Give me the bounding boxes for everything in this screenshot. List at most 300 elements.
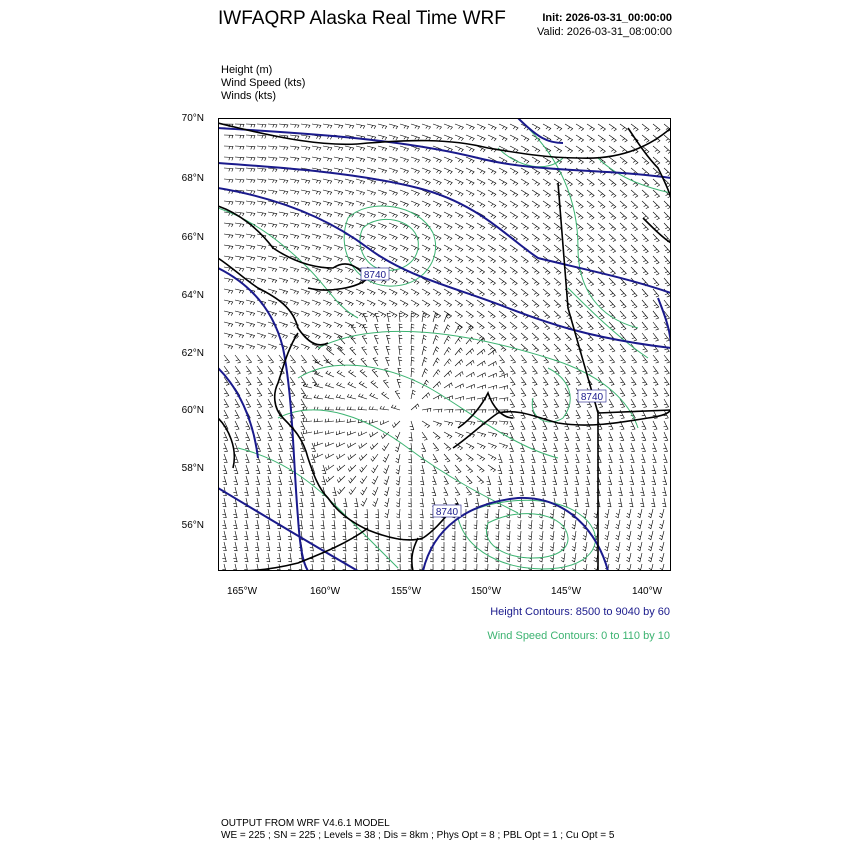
wind-barb	[410, 179, 419, 185]
wind-barb	[563, 245, 572, 253]
wind-barb	[607, 223, 616, 231]
wind-barb	[265, 443, 271, 452]
wind-barb	[388, 135, 397, 140]
wind-barb	[370, 452, 378, 461]
wind-barb	[659, 508, 664, 517]
wind-barb	[355, 190, 364, 196]
wind-barb	[311, 190, 320, 195]
wind-barb	[430, 476, 436, 485]
wind-barb	[325, 429, 334, 434]
wind-barb	[552, 223, 561, 231]
wind-barb	[659, 563, 664, 571]
wind-barb	[278, 212, 287, 217]
wind-barb	[508, 366, 516, 375]
wind-barb	[585, 278, 594, 286]
wind-barb	[651, 212, 660, 220]
wind-barb	[562, 421, 569, 430]
wind-barb	[530, 344, 539, 352]
wind-barb	[452, 553, 455, 562]
wind-barb	[254, 399, 261, 408]
wind-barb	[327, 347, 336, 355]
wind-barb	[528, 553, 532, 562]
wind-barb	[454, 245, 463, 252]
wind-barb	[444, 371, 453, 379]
wind-barb	[233, 366, 241, 375]
wind-barb	[326, 370, 335, 377]
wind-barb	[246, 179, 255, 183]
wind-barb	[639, 421, 646, 430]
wind-barb	[344, 146, 353, 151]
wind-barb	[303, 383, 312, 388]
wind-barb	[322, 179, 331, 184]
wind-barb	[278, 190, 287, 195]
wind-barb	[648, 530, 653, 539]
wind-barb	[245, 311, 254, 316]
wind-barb	[279, 179, 288, 183]
wind-barb	[399, 223, 408, 229]
wind-barb	[421, 124, 430, 130]
wind-barb	[452, 531, 455, 540]
wind-barb	[640, 135, 649, 143]
wind-barb	[508, 289, 517, 297]
wind-barb	[617, 399, 624, 408]
wind-barb	[519, 223, 528, 230]
wind-barb	[309, 498, 314, 507]
wind-barb	[399, 300, 408, 307]
wind-barb	[338, 347, 347, 355]
wind-barb	[455, 384, 464, 391]
wind-barb	[257, 168, 266, 172]
wind-barb	[541, 311, 550, 319]
wind-barb	[628, 454, 634, 463]
wind-barb	[257, 146, 266, 150]
wind-barb	[342, 520, 346, 529]
wind-barb	[312, 124, 321, 128]
wind-barb	[651, 322, 659, 331]
wind-barb	[232, 553, 237, 562]
wind-barb	[431, 300, 440, 307]
wind-barb	[443, 212, 452, 219]
wind-barb	[606, 476, 611, 485]
wind-barb	[661, 454, 667, 463]
wind-barb	[552, 135, 561, 142]
wind-barb	[497, 212, 506, 219]
wind-barb	[331, 487, 336, 496]
wind-barb	[355, 300, 364, 306]
wind-barb	[358, 441, 367, 449]
wind-barb	[408, 498, 411, 507]
wind-barb	[442, 289, 451, 296]
wind-barb	[463, 553, 466, 562]
contour-label: 8740	[580, 392, 604, 403]
wind-barb	[585, 300, 594, 308]
wind-barb	[288, 366, 296, 375]
wind-barb	[639, 399, 646, 408]
wind-barb	[476, 223, 485, 230]
wind-barb	[497, 267, 506, 275]
wind-barb	[573, 498, 578, 507]
wind-barb	[574, 234, 583, 242]
wind-barb	[276, 509, 281, 518]
wind-barb	[485, 542, 488, 551]
wind-barb	[347, 452, 356, 460]
wind-barb	[453, 454, 462, 462]
wind-barb	[344, 267, 353, 273]
wind-barb	[399, 313, 403, 322]
wind-barb	[384, 497, 389, 506]
wind-barb	[488, 410, 497, 413]
wind-barb	[629, 157, 638, 165]
wind-barb	[519, 333, 528, 341]
wind-barb	[377, 311, 386, 318]
wind-barb	[408, 432, 412, 441]
wind-barb	[629, 212, 638, 220]
wind-barb	[465, 212, 474, 219]
wind-barb	[662, 201, 670, 209]
wind-barb	[372, 368, 380, 377]
wind-barb	[476, 201, 485, 208]
wind-barb	[443, 421, 452, 426]
wind-barb	[518, 410, 525, 419]
wind-barb	[360, 497, 367, 506]
lat-label-60: 60°N	[181, 405, 204, 416]
wind-barb	[607, 190, 616, 198]
wind-barb	[355, 256, 364, 262]
wind-barb	[455, 348, 463, 357]
wind-barb	[662, 212, 670, 221]
wind-barb	[563, 366, 571, 375]
wind-barb	[287, 454, 293, 463]
wind-barb	[552, 245, 561, 253]
wind-barb	[289, 289, 298, 295]
wind-barb	[399, 346, 403, 355]
wind-barb	[289, 201, 298, 206]
wind-barb	[366, 300, 375, 307]
wind-barb	[629, 201, 638, 209]
wind-barb	[573, 487, 578, 496]
wind-barb	[640, 377, 648, 386]
wind-barb	[298, 454, 304, 463]
wind-barb	[364, 542, 368, 551]
wind-barb	[662, 135, 671, 143]
wind-barb	[486, 245, 495, 252]
wind-barb	[397, 542, 400, 551]
wind-barb	[541, 344, 550, 352]
wind-barb	[541, 223, 550, 231]
wind-barb	[607, 256, 616, 264]
wind-barb	[606, 465, 612, 474]
wind-barb	[386, 346, 392, 355]
valid-time: Valid: 2026-03-31_08:00:00	[537, 26, 672, 38]
wind-barb	[266, 366, 274, 375]
wind-barb	[617, 498, 622, 507]
wind-barb	[431, 443, 439, 452]
wind-barb	[422, 346, 427, 355]
wind-barb	[257, 157, 266, 161]
wind-barb	[637, 519, 642, 528]
wind-barb	[584, 454, 590, 463]
wind-barb	[486, 289, 495, 297]
wind-barb	[618, 256, 627, 264]
wind-barb	[585, 124, 594, 131]
wind-barb	[552, 124, 561, 131]
wind-barb	[639, 432, 645, 441]
wind-barb	[433, 358, 440, 367]
wind-barb	[235, 135, 244, 138]
wind-barb	[518, 454, 524, 463]
wind-barb	[221, 399, 228, 408]
wind-barb	[344, 179, 353, 184]
wind-speed-contour	[318, 331, 638, 428]
wind-barb	[419, 542, 422, 551]
wind-barb	[477, 385, 486, 391]
wind-barb	[344, 300, 353, 306]
wind-barb	[279, 124, 288, 128]
wind-barb	[596, 344, 604, 353]
wind-barb	[232, 476, 237, 485]
wind-barb	[320, 520, 324, 529]
wind-barb	[419, 520, 422, 529]
wind-barb	[256, 333, 265, 339]
wind-barb	[573, 432, 579, 441]
wind-barb	[233, 355, 241, 364]
wind-barb	[518, 421, 525, 430]
wind-barb	[562, 476, 567, 485]
wind-barb	[640, 267, 648, 276]
wind-barb	[366, 146, 375, 151]
wind-barb	[358, 429, 367, 436]
wind-barb	[651, 300, 659, 309]
lat-label-64: 64°N	[181, 290, 204, 301]
wind-barb	[353, 509, 357, 518]
wind-barb	[574, 278, 583, 286]
wind-barb	[552, 190, 561, 198]
wind-barb	[277, 355, 285, 364]
wind-barb	[243, 509, 248, 518]
wind-barb	[618, 190, 627, 198]
wind-barb	[585, 179, 594, 187]
wind-barb	[607, 201, 616, 209]
wind-barb	[254, 476, 259, 485]
wind-barb	[322, 245, 331, 251]
wind-barb	[419, 476, 424, 485]
wind-barb	[322, 234, 331, 240]
wind-barb	[518, 487, 523, 496]
wind-barb	[396, 465, 400, 474]
wind-barb	[443, 179, 452, 185]
wind-barb	[359, 381, 368, 388]
wind-barb	[596, 234, 605, 242]
wind-barb	[254, 388, 261, 397]
wind-barb	[617, 432, 623, 441]
wind-barb	[509, 124, 518, 131]
wind-barb	[552, 289, 561, 297]
wind-barb	[498, 190, 507, 197]
wind-barb	[430, 520, 433, 529]
wind-barb	[563, 278, 572, 286]
wind-barb	[444, 383, 453, 391]
wind-barb	[563, 212, 572, 220]
wind-barb	[244, 366, 252, 375]
wind-barb	[455, 397, 464, 402]
wind-barb	[399, 157, 408, 163]
wind-barb	[539, 531, 543, 540]
wind-barb	[454, 212, 463, 219]
wind-barb	[509, 168, 518, 175]
wind-barb	[243, 564, 248, 571]
wind-barb	[279, 146, 288, 150]
wind-barb	[626, 508, 631, 517]
wind-barb	[244, 355, 252, 364]
wind-barb	[256, 267, 265, 272]
wind-barb	[347, 429, 356, 435]
wind-barb	[320, 509, 324, 518]
wind-barb	[648, 541, 653, 550]
wind-barb	[495, 509, 499, 518]
wind-barb	[486, 333, 495, 341]
wind-barb	[475, 267, 484, 274]
wind-barb	[628, 388, 635, 397]
wind-barb	[223, 344, 232, 349]
wind-barb	[287, 498, 292, 507]
wind-barb	[221, 465, 227, 474]
wind-barb	[466, 372, 475, 379]
wind-barb	[337, 370, 346, 377]
wind-barb	[574, 355, 582, 364]
wind-barb	[382, 391, 391, 399]
wind-barb	[662, 267, 670, 276]
wind-barb	[374, 335, 380, 344]
wind-barb	[245, 234, 254, 239]
wind-barb	[476, 135, 485, 141]
wind-barb	[529, 487, 534, 496]
variable-wind-speed: Wind Speed (kts)	[221, 77, 306, 89]
wind-barb	[382, 441, 389, 450]
wind-barb	[443, 124, 452, 130]
wind-barb	[420, 300, 429, 307]
wind-barb	[344, 278, 353, 284]
wind-barb	[276, 443, 282, 452]
wind-barb	[289, 267, 298, 272]
wind-barb	[626, 563, 631, 571]
wind-barb	[321, 355, 329, 364]
wind-barb	[432, 267, 441, 274]
wind-barb	[530, 333, 539, 341]
wind-barb	[298, 465, 304, 474]
wind-barb	[517, 531, 521, 540]
wind-barb	[331, 520, 335, 529]
wind-barb	[386, 357, 392, 366]
wind-barb	[254, 498, 259, 507]
wind-barb	[349, 369, 358, 377]
wind-barb	[221, 553, 226, 562]
wind-barb	[585, 135, 594, 142]
wind-speed-contours-legend: Wind Speed Contours: 0 to 110 by 10	[487, 630, 670, 642]
wind-barb	[618, 311, 626, 320]
wind-barb	[552, 333, 561, 341]
wind-barb	[530, 267, 539, 275]
wind-barb	[377, 168, 386, 174]
wind-barb	[221, 476, 226, 485]
wind-barb	[509, 179, 518, 186]
wind-barb	[640, 157, 649, 165]
wind-barb	[606, 421, 613, 430]
wind-barb	[363, 324, 370, 333]
wind-barb	[320, 498, 325, 507]
wind-barb	[267, 344, 276, 350]
wind-barb	[348, 485, 356, 494]
wind-barb	[311, 223, 320, 228]
wind-barb	[358, 393, 367, 399]
wind-barb	[508, 256, 517, 264]
wind-barb	[266, 377, 274, 386]
wind-barb	[443, 201, 452, 208]
footer-model-info: OUTPUT FROM WRF V4.6.1 MODEL	[221, 818, 390, 829]
wind-barb	[541, 179, 550, 186]
wind-barb	[353, 553, 357, 562]
wind-barb	[444, 325, 450, 334]
wind-barb	[530, 201, 539, 208]
wind-barb	[383, 379, 391, 388]
wind-barb	[607, 355, 615, 364]
wind-barb	[464, 256, 473, 263]
wind-barb	[268, 179, 277, 183]
wind-barb	[530, 179, 539, 186]
wind-barb	[444, 314, 450, 323]
wind-barb	[604, 530, 609, 539]
wind-barb	[444, 347, 451, 356]
wind-barb	[541, 245, 550, 253]
wind-barb	[629, 300, 637, 309]
wind-barb	[540, 432, 546, 441]
wind-barb	[637, 530, 642, 539]
wind-barb	[370, 441, 378, 450]
wind-barb	[411, 313, 414, 322]
wind-barb	[474, 564, 477, 571]
wind-barb	[422, 357, 427, 366]
wind-barb	[322, 201, 331, 206]
wind-barb	[411, 390, 416, 399]
wind-barb	[234, 333, 243, 338]
wind-barb	[254, 531, 259, 540]
wind-barb	[257, 124, 266, 128]
wind-barb	[662, 146, 671, 154]
wind-speed-contour	[532, 368, 570, 422]
wind-barb	[432, 212, 441, 219]
wind-barb	[584, 410, 591, 419]
wind-barb	[507, 465, 513, 474]
wind-barb	[485, 487, 490, 496]
wind-barb	[300, 278, 309, 284]
wind-barb	[651, 234, 659, 243]
wind-barb	[607, 278, 615, 286]
wind-barb	[540, 454, 546, 463]
wind-barb	[466, 384, 475, 390]
wind-barb	[618, 234, 627, 242]
wind-barb	[235, 201, 244, 205]
wind-barb	[232, 454, 238, 463]
wind-barb	[596, 135, 605, 143]
wind-barb	[355, 201, 364, 207]
wind-barb	[311, 256, 320, 262]
wind-barb	[366, 311, 375, 318]
wind-barb	[455, 337, 463, 346]
wind-barb	[399, 135, 408, 141]
wind-barb	[245, 333, 254, 338]
wind-barb	[320, 465, 326, 474]
wind-barb	[550, 542, 554, 551]
wind-barb	[618, 377, 626, 386]
